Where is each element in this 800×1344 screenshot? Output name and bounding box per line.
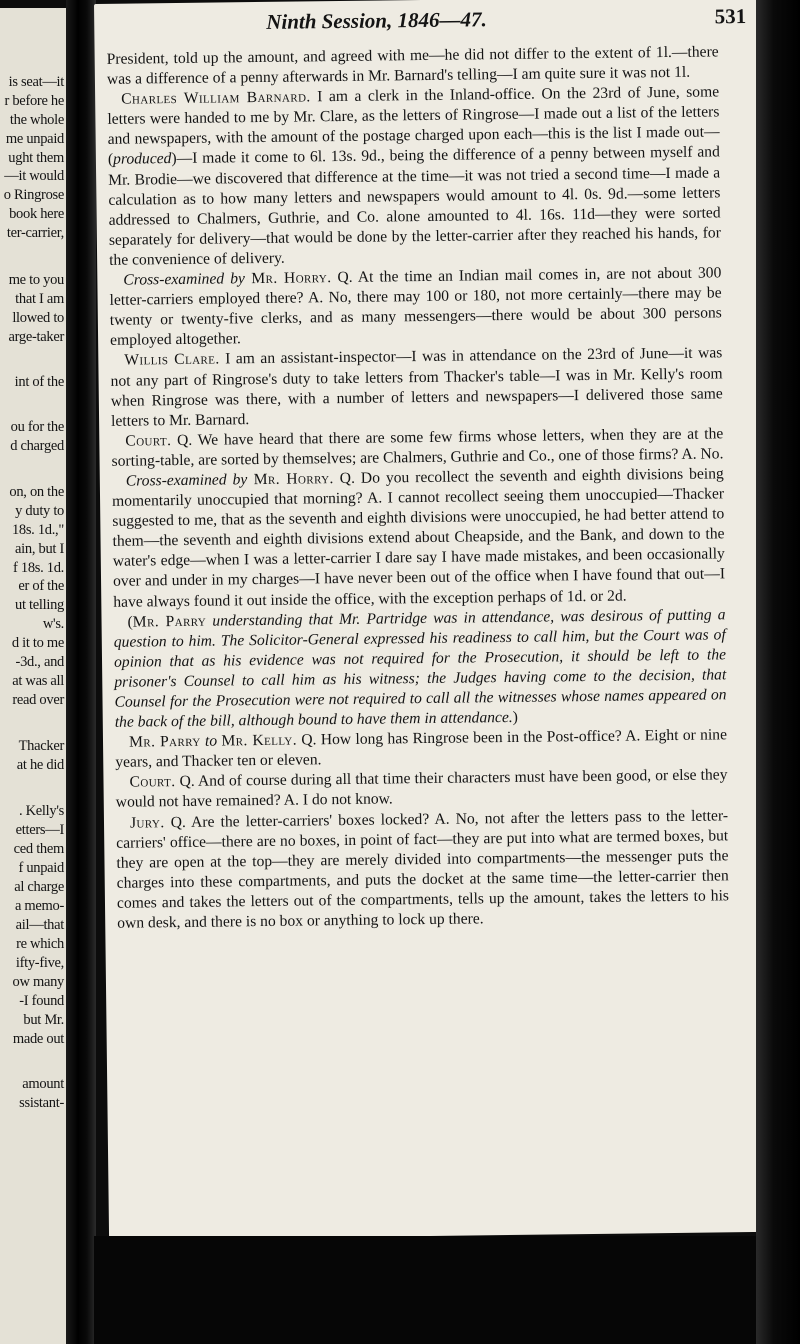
facing-page-line: re which [16,936,64,952]
facing-page-line: but Mr. [23,1012,64,1028]
facing-page-line: 18s. 1d.," [11,522,64,538]
paragraph-jury: Jury. Q. Are the letter-carriers' boxes locked? A. No, not after the letters pass to the letter-carriers' office—there are no boxes, in point of fact—they are put into what are termed boxes, but they are open at the top—they are merely divided into compartments—the messenger puts the charges into these compartments, and puts the docket at the same time—the letter-carrier then comes and takes the letters out of the compartments, tells up the amount, takes the letters to his own desk, and there is no box or anything to lock up there. [116,806,730,932]
facing-page-line: f 18s. 1d. [13,560,64,576]
speaker-name: Charles William Barnard. [121,88,311,108]
speaker-name: Mr. Kelly. [221,731,298,750]
facing-page-line: r before he [4,93,64,109]
facing-page-line: on, on the [9,484,64,500]
facing-page-line: f unpaid [18,860,64,876]
facing-page-line: made out [12,1031,64,1047]
speaker-name: Mr. Horry. [244,269,332,288]
facing-page-line: that I am [15,291,64,307]
facing-page-line: at he did [16,757,64,773]
facing-page-line: me to you [8,272,64,288]
paragraph-cross-examination-2: Cross-examined by Mr. Horry. Q. Do you recollect the seventh and eighth divisions being momentarily unoccupied that morning? A. I cannot recollect seeing them unoccupied—Thacker suggested to me, that as the seventh and eighth divisions were unoccupied, he had better attend to them—the seventh and eighth divisions extend about Cheapside, and the Bank, and down to the water's edge—when I was a letter-carrier I dare say I have made mistakes, and been occasionally over and under in my charges—I have never been out of the office when I have found that out—I have always found it out inside the office, with the exception perhaps of 1d. or 2d. [111,465,726,611]
paragraph-cross-examination-1: Cross-examined by Mr. Horry. Q. At the time an Indian mail comes in, are not about 300 letter-carriers employed there? A. No, there may 100 or 180, not more certainly—there may be twenty or twenty-five clerks, and as many messengers—there would be about 300 persons employed altogether. [109,264,722,350]
facing-page-line: ain, but I [15,541,64,557]
facing-page-line: llowed to [12,310,64,326]
facing-page-line: ut telling [15,597,64,613]
facing-page-line: arge-taker [8,329,64,345]
facing-page-line: . Kelly's [18,803,64,819]
speaker-name: Mr. Horry. [247,470,334,489]
bottom-border [94,1236,756,1344]
facing-page-line: -I found [19,993,64,1009]
speaker-name: Mr. Parry [128,732,201,751]
right-border [756,0,800,1344]
paragraph-court-1: Court. Q. We have heard that there are some few firms whose letters, when they are at the sorting-table, are sorted by themselves; are Chalmers, Guthrie and Co., one of those firms? A. No. [111,425,724,470]
paragraph-continuation: President, told up the amount, and agreed with me—he did not differ to the extent of 1l.—there was a difference of a penny afterwards in Mr. Barnard's telling—I am quite sure it was not 1l. [106,43,719,88]
facing-page-line: ou for the [10,419,64,435]
paragraph-parry-to-kelly: Mr. Parry to Mr. Kelly. Q. How long has Ringrose been in the Post-office? A. Eight or nine years, and Thacker ten or eleven. [115,726,728,772]
page-number: 531 [714,4,747,29]
facing-page-line: int of the [14,374,64,390]
speaker-name: Court. [129,773,176,791]
facing-page-line: ced them [13,841,64,857]
facing-page-line: y duty to [15,503,64,519]
facing-page-line: d charged [10,438,64,454]
book-gutter [66,0,96,1344]
page-header [94,2,758,40]
facing-page-line: at was all [12,673,64,689]
paragraph-clare: Willis Clare. I am an assistant-inspector—I was in attendance on the 23rd of June—it was not any part of Ringrose's duty to take letters from Thacker's table—I was in Mr. Kelly's room when Ringrose was there, with a number of letters and newspapers—I delivered those same letters to Mr. Barnard. [110,344,723,430]
facing-page-line: w's. [42,616,64,632]
facing-page-line: ow many [12,974,64,990]
facing-page-line: book here [9,206,64,222]
speaker-name: Jury. [129,813,165,832]
facing-page-line: -3d., and [15,654,64,670]
facing-page-line: amount [22,1076,64,1092]
facing-page-line: er of the [18,578,64,594]
facing-page-line: al charge [14,879,64,895]
facing-page-line: is seat—it [8,74,64,90]
facing-page-line: ter-carrier, [6,225,64,241]
facing-page-line: ught them [8,150,64,166]
facing-page-line: —it would [4,168,64,184]
facing-page-line: a memo- [14,898,64,914]
facing-page-line: d it to me [11,635,64,651]
speaker-name: Willis Clare. [124,350,220,370]
running-title: Ninth Session, 1846—47. [266,7,487,34]
speaker-name: Mr. Parry [132,612,207,631]
paragraph-procedural-note: (Mr. Parry understanding that Mr. Partridge was in attendance, was desirous of putting a question to him. The Solicitor-General expressed his readiness to call him, but the Court was of opinion that as his evidence was not required for the Prosecution, it should be left to the prisoner's Counsel to call him as his witness; the Judges having come to the decision, that Counsel for the Prosecution were not required to call all the witnesses whose names appeared on the back of the bill, although bound to have them in attendance.) [113,605,727,731]
facing-page-line: etters—I [15,822,64,838]
page-body [107,42,730,934]
facing-page-line: Thacker [18,738,64,754]
facing-page-line: ssistant- [19,1095,64,1111]
speaker-name: Court. [125,431,172,450]
book-page [94,0,773,1240]
facing-page-line: read over [12,692,64,708]
facing-page-line: ail—that [15,917,64,933]
paragraph-barnard: Charles William Barnard. I am a clerk in the Inland-office. On the 23rd of June, some letters were handed to me by Mr. Clare, as the letters of Ringrose—I made out a list of the letters and newspapers, with the amount of the postage charged upon each—this is the list I made out—(produced)—I made it come to 6l. 13s. 9d., being the difference of a penny between myself and Mr. Brodie—we discovered that difference at the time—it was not tried a second time—I made a calculation as to how many letters and newspapers would amount to 4l. 0s. 9d.—some letters addressed to Chalmers, Guthrie, and Co. alone amounted to 4l. 16s. 11d—they were sorted separately for delivery—that would be done by the letter-carrier after they reached his hands, for the convenience of delivery. [107,83,721,269]
paragraph-court-2: Court. Q. And of course during all that time their characters must have been good, or else they would not have remained? A. I do not know. [115,766,728,812]
facing-page-line: o Ringrose [3,187,64,203]
facing-page-line: ifty-five, [15,955,64,971]
facing-page-fragment [0,8,66,1344]
facing-page-line: me unpaid [5,131,64,147]
facing-page-line: the whole [9,112,64,128]
